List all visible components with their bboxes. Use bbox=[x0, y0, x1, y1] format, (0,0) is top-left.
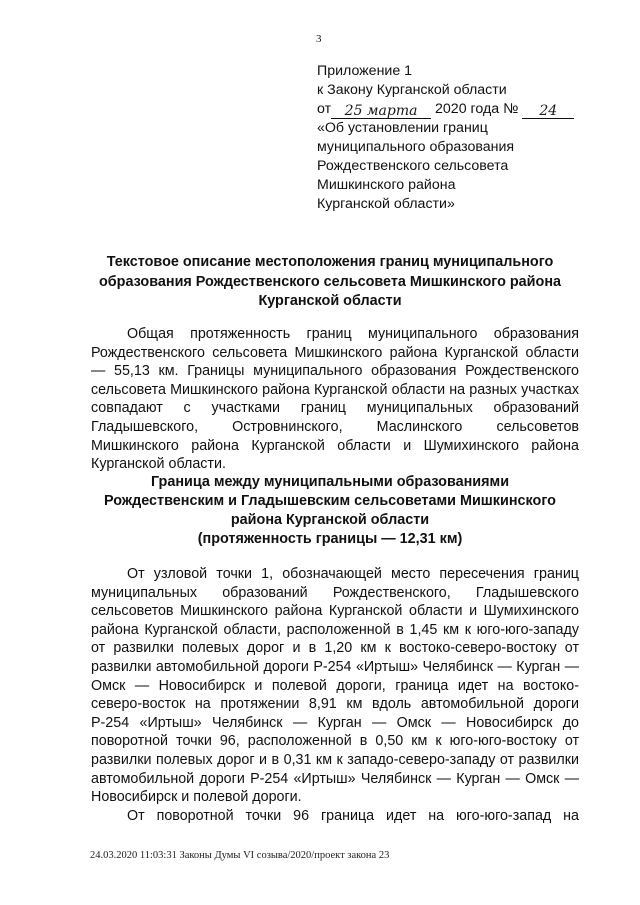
title-line-3: Курганской области bbox=[258, 293, 402, 309]
handwritten-number: 24 bbox=[539, 103, 558, 119]
document-footer: 24.03.2020 11:03:31 Законы Думы VI созыва/2020/проект закона 23 bbox=[90, 850, 390, 861]
appendix-law-title-4: Мишкинского района bbox=[317, 177, 456, 193]
appendix-law-reference: к Закону Курганской области bbox=[317, 82, 507, 98]
boundary-description bbox=[91, 565, 579, 825]
handwritten-date: 25 марта bbox=[344, 103, 418, 119]
boundary-paragraph-continued: От поворотной точки 96 граница идет на юго-юго-запад на bbox=[127, 807, 579, 824]
appendix-law-title-5: Курганской области» bbox=[317, 196, 455, 212]
document-title bbox=[80, 253, 580, 312]
appendix-date-line bbox=[317, 100, 617, 119]
date-prefix: от bbox=[317, 101, 332, 117]
section-heading-line-3: района Курганской области bbox=[230, 512, 430, 528]
appendix-title: Приложение 1 bbox=[317, 63, 413, 79]
section-heading-line-2: Рождественским и Гладышевским сельсоветами Мишкинского bbox=[104, 493, 556, 509]
title-line-2: образования Рождественского сельсовета Мишкинского района bbox=[98, 273, 562, 290]
page-number: 3 bbox=[316, 33, 322, 45]
appendix-header bbox=[317, 62, 617, 214]
intro-section bbox=[91, 325, 579, 474]
intro-paragraph: Общая протяженность границ муниципального образования Рождественского сельсовета Мишкинского района Курганской области — 55,13 км. Границы муниципального образования Рождественского сельсовета Мишкинского района Курганской области на разных участках совпадают с участками границ муниципальных образований Гладышевского, Островнинского, Маслинского сельсоветов Мишкинского района Курганской области и Шумихинского района Курганской области. bbox=[91, 326, 579, 473]
appendix-law-title-3: Рождественского сельсовета bbox=[317, 158, 509, 174]
boundary-paragraph: От узловой точки 1, обозначающей место пересечения границ муниципальных образований Рождественского, Гладышевского сельсоветов Мишкинского района Курганской области и Шумихинского района Курганской области, расположенной в 1,45 км к юго-юго-западу от развилки полевых дорог и в 1,20 км к востоко-северо-востоку от развилки автомобильной дороги Р-254 «Иртыш» Челябинск — Курган — Омск — Новосибирск и полевой дороги, граница идет на востоко-северо-восток на протяжении 8,91 км вдоль автомобильной дороги Р-254 «Иртыш» Челябинск — Курган — Омск — Новосибирск до поворотной точки 96, расположенной в 0,50 км к юго-юго-востоку от развилки полевых дорог и в 0,31 км к западо-северо-западу от развилки автомобильной дороги Р-254 «Иртыш» Челябинск — Курган — Омск — Новосибирск и полевой дороги. bbox=[91, 566, 579, 806]
appendix-law-title-2: муниципального образования bbox=[317, 139, 515, 155]
section-heading bbox=[80, 473, 580, 549]
date-suffix: 2020 года № bbox=[435, 101, 519, 117]
section-length: (протяженность границы — 12,31 км) bbox=[197, 531, 463, 547]
number-blank bbox=[522, 102, 574, 119]
section-heading-line-1: Граница между муниципальными образованиями bbox=[150, 474, 510, 490]
title-line-1: Текстовое описание местоположения границ муниципального bbox=[106, 254, 554, 270]
appendix-law-title-1: «Об установлении границ bbox=[317, 120, 488, 136]
date-blank bbox=[331, 102, 431, 119]
